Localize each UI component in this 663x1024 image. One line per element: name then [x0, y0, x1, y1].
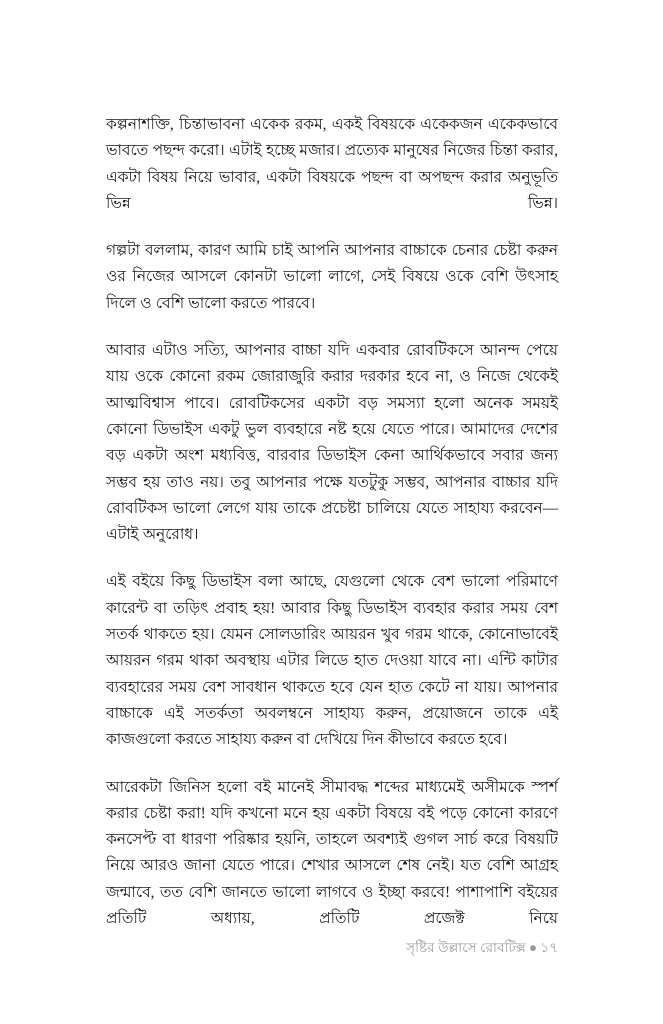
page-text-block	[106, 112, 558, 932]
page-number: ১৭	[540, 940, 558, 955]
paragraph-3: আবার এটাও সত্যি, আপনার বাচ্চা যদি একবার রোবটিকসে আনন্দ পেয়ে যায় ওকে কোনো রকম জোরাজুরি করার দরকার হবে না, ও নিজে থেকেই আত্মবিশ্বাস পাবে। রোবটিকসের একটা বড় সমস্যা হলো অনেক সময়ই কোনো ডিভাইস একটু ভুল ব্যবহারে নষ্ট হয়ে যেতে পারে। আমাদের দেশের বড় একটা অংশ মধ্যবিত্ত, বারবার ডিভাইস কেনা আর্থিকভাবে সবার জন্য সম্ভব হয় তাও নয়। তবু আপনার পক্ষে যতটুকু সম্ভব, আপনার বাচ্চার যদি রোবটিকস ভালো লেগে যায় তাকে প্রচেষ্টা চালিয়ে যেতে সাহায্য করবেন— এটাই অনুরোধ।	[106, 342, 558, 544]
paragraph-4: এই বইয়ে কিছু ডিভাইস বলা আছে, যেগুলো থেকে বেশ ভালো পরিমাণে কারেন্ট বা তড়িৎ প্রবাহ হয়! আবার কিছু ডিভাইস ব্যবহার করার সময় বেশ সতর্ক থাকতে হয়। যেমন সোলডারিং আয়রন খুব গরম থাকে, কোনোভাবেই আয়রন গরম থাকা অবস্থায় এটার লিডে হাত দেওয়া যাবে না। এন্টি কাটার ব্যবহারের সময় বেশ সাবধান থাকতে হবে যেন হাত কেটে না যায়। আপনার বাচ্চাকে এই সতর্কতা অবলম্বনে সাহায্য করুন, প্রয়োজনে তাকে এই কাজগুলো করতে সাহায্য করুন বা দেখিয়ে দিন কীভাবে করতে হবে।	[106, 573, 558, 749]
paragraph-2: গল্পটা বললাম, কারণ আমি চাই আপনি আপনার বাচ্চাকে চেনার চেষ্টা করুন ওর নিজের আসলে কোনটা ভালো লাগে, সেই বিষয়ে ওকে বেশি উৎসাহ দিলে ও বেশি ভালো করতে পারবে।	[106, 242, 558, 312]
paragraph-5: আরেকটা জিনিস হলো বই মানেই সীমাবদ্ধ শব্দের মাধ্যমেই অসীমকে স্পর্শ করার চেষ্টা করা! যদি কখনো মনে হয় একটা বিষয়ে বই পড়ে কোনো কারণে কনসেপ্ট বা ধারণা পরিষ্কার হয়নি, তাহলে অবশ্যই গুগল সার্চ করে বিষয়টি নিয়ে আরও জানা যেতে পারে। শেখার আসলে শেষ নেই। যত বেশি আগ্রহ জন্মাবে, তত বেশি জানতে ভালো লাগবে ও ইচ্ছা করবে! পাশাপাশি বইয়ের প্রতিটি অধ্যায়, প্রতিটি প্রজেক্ট নিয়ে	[106, 778, 559, 928]
footer-separator-icon: ●	[528, 940, 538, 955]
page-footer	[106, 938, 558, 958]
footer-book-title: সৃষ্টির উল্লাসে রোবটিক্স	[406, 940, 526, 955]
paragraph-1: কল্পনাশক্তি, চিন্তাভাবনা একেক রকম, একই বিষয়কে একেকজন একেকভাবে ভাবতে পছন্দ করো। এটাই হচ্ছে মজার। প্রত্যেক মানুষের নিজের চিন্তা করার, একটা বিষয় নিয়ে ভাবার, একটা বিষয়কে পছন্দ বা অপছন্দ করার অনুভূতি ভিন্ন ভিন্ন।	[106, 116, 558, 212]
